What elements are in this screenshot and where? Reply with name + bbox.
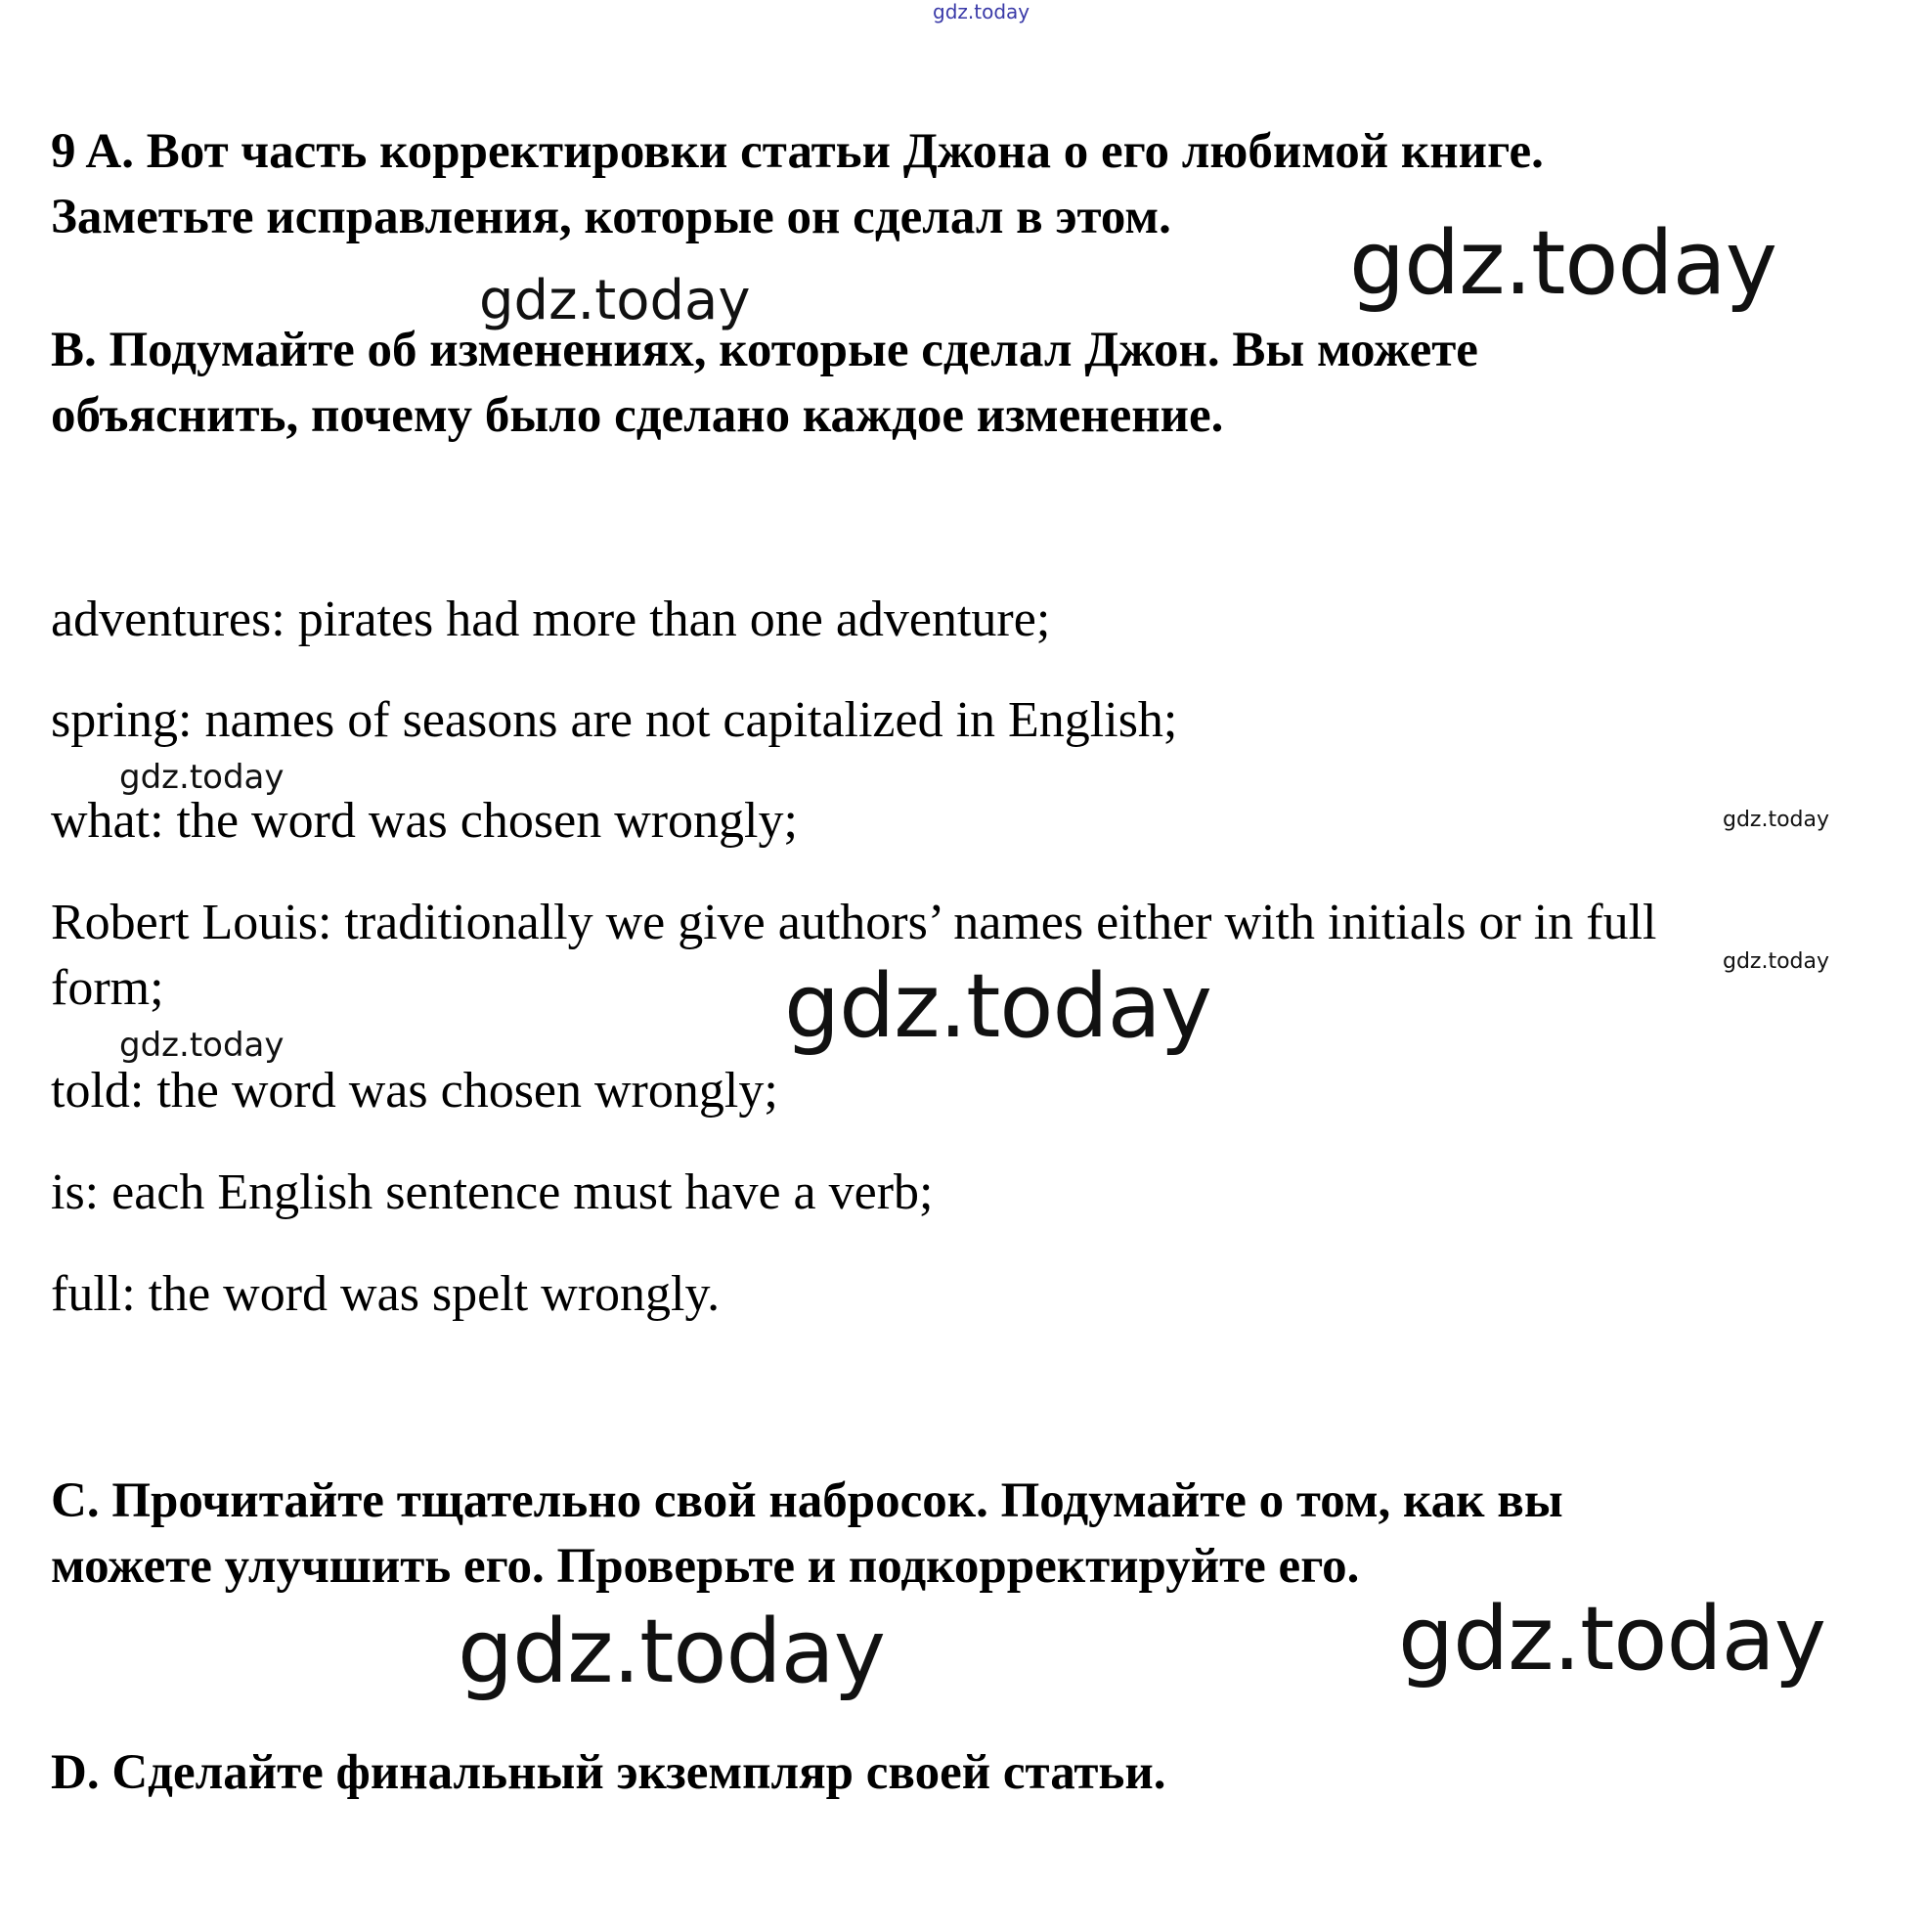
watermark-medium-1: gdz.today	[479, 269, 751, 332]
watermark-large-1: gdz.today	[1349, 212, 1777, 315]
answer-line: spring: names of seasons are not capitalized in English;	[51, 692, 1178, 748]
watermark-large-2: gdz.today	[784, 955, 1212, 1058]
section-b-line-1: B. Подумайте об изменениях, которые сделал Джон. Вы можете	[51, 323, 1478, 377]
section-c-line-1: C. Прочитайте тщательно свой набросок. Подумайте о том, как вы	[51, 1473, 1563, 1528]
section-a-line-2: Заметьте исправления, которые он сделал в этом.	[51, 190, 1171, 244]
watermark-small-1: gdz.today	[119, 758, 285, 797]
watermark-large-4: gdz.today	[458, 1601, 886, 1703]
answer-line: Robert Louis: traditionally we give authors’ names either with initials or in full	[51, 895, 1657, 950]
answer-line: is: each English sentence must have a verb;	[51, 1164, 934, 1220]
answer-line: full: the word was spelt wrongly.	[51, 1266, 721, 1322]
watermark-top: gdz.today	[933, 0, 1030, 23]
section-b-line-2: объяснить, почему было сделано каждое изменение.	[51, 388, 1224, 443]
section-c-line-2: можете улучшить его. Проверьте и подкорректируйте его.	[51, 1539, 1360, 1594]
answer-line: what: the word was chosen wrongly;	[51, 793, 798, 849]
answer-line: told: the word was chosen wrongly;	[51, 1063, 778, 1119]
watermark-large-3: gdz.today	[1398, 1588, 1826, 1690]
section-a-line-1: 9 A. Вот часть корректировки статьи Джона о его любимой книге.	[51, 124, 1544, 179]
answer-line: adventures: pirates had more than one adventure;	[51, 592, 1051, 647]
section-d-line-1: D. Сделайте финальный экземпляр своей статьи.	[51, 1745, 1166, 1800]
watermark-tiny-1: gdz.today	[1723, 808, 1830, 832]
answer-line: form;	[51, 960, 164, 1016]
watermark-small-2: gdz.today	[119, 1026, 285, 1065]
watermark-tiny-2: gdz.today	[1723, 949, 1830, 974]
